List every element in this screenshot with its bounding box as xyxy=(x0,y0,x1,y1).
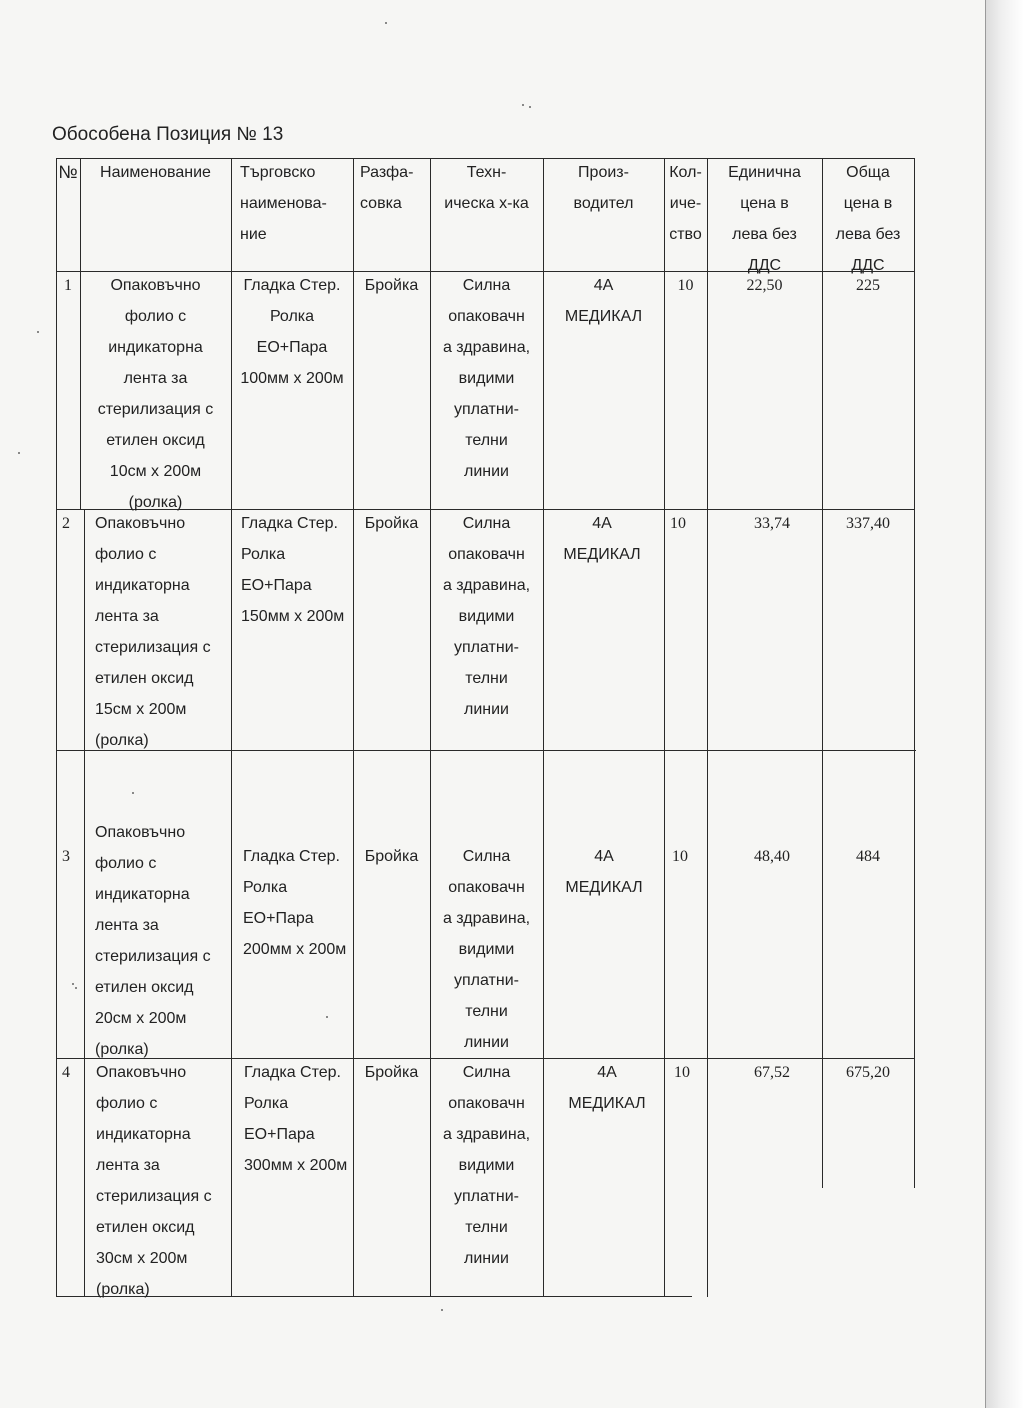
packing: Бройка xyxy=(364,277,419,294)
manufacturer: 4А МЕДИКАЛ xyxy=(564,277,643,325)
quantity: 10 xyxy=(672,848,688,865)
row-number: 2 xyxy=(62,515,70,532)
total-price: 225 xyxy=(856,277,880,294)
header-unit-price: Единична цена в лева без ДДС xyxy=(728,164,801,274)
row-number: 3 xyxy=(62,848,70,865)
header-quantity: Кол- иче- ство xyxy=(669,164,702,243)
total-price: 484 xyxy=(856,848,880,865)
manufacturer: 4А МЕДИКАЛ xyxy=(563,515,641,563)
trade-name: Гладка Стер. Ролка ЕО+Пара 100мм х 200м xyxy=(240,277,344,387)
header-total-price: Обща цена в лева без ДДС xyxy=(835,164,901,274)
tech-spec: Силна опаковачн а здравина, видими уплатни- телни линии xyxy=(442,848,531,1051)
trade-name: Гладка Стер. Ролка ЕО+Пара 150мм х 200м xyxy=(241,515,345,625)
page-edge xyxy=(985,0,1024,1408)
item-name: Опаковъчно фолио с индикаторна лента за стерилизация с етилен оксид 20см х 200м (ролка) xyxy=(95,824,211,1058)
header-manufacturer: Произ- водител xyxy=(573,164,634,212)
manufacturer: 4А МЕДИКАЛ xyxy=(568,1064,646,1112)
quantity: 10 xyxy=(677,277,694,294)
header-trade-name: Търговско наименова- ние xyxy=(240,164,327,243)
item-name: Опаковъчно фолио с индикаторна лента за стерилизация с етилен оксид 15см х 200м (ролка) xyxy=(95,515,211,749)
row-number: 4 xyxy=(62,1064,70,1081)
packing: Бройка xyxy=(364,848,419,865)
row-number: 1 xyxy=(64,277,72,294)
packing: Бройка xyxy=(364,1064,419,1081)
unit-price: 67,52 xyxy=(754,1064,790,1081)
header-packing: Разфа- совка xyxy=(360,164,414,212)
trade-name: Гладка Стер. Ролка ЕО+Пара 200мм х 200м xyxy=(243,848,347,958)
header-tech-spec: Техн- ическа х-ка xyxy=(444,164,529,212)
total-price: 675,20 xyxy=(846,1064,890,1081)
trade-name: Гладка Стер. Ролка ЕО+Пара 300мм х 200м xyxy=(244,1064,348,1174)
unit-price: 48,40 xyxy=(754,848,790,865)
unit-price: 22,50 xyxy=(746,277,783,294)
tech-spec: Силна опаковачн а здравина, видими уплатни- телни линии xyxy=(442,277,531,480)
manufacturer: 4А МЕДИКАЛ xyxy=(565,848,643,896)
unit-price: 33,74 xyxy=(754,515,790,532)
tech-spec: Силна опаковачн а здравина, видими уплатни- телни линии xyxy=(442,1064,531,1267)
quantity: 10 xyxy=(670,515,686,532)
quantity: 10 xyxy=(674,1064,690,1081)
total-price: 337,40 xyxy=(846,515,890,532)
header-name: Наименование xyxy=(100,164,211,181)
header-number: № xyxy=(58,162,78,182)
item-name: Опаковъчно фолио с индикаторна лента за стерилизация с етилен оксид 10см х 200м (ролка) xyxy=(97,277,214,511)
packing: Бройка xyxy=(364,515,419,532)
page-title: Обособена Позиция № 13 xyxy=(52,124,284,145)
item-name: Опаковъчно фолио с индикаторна лента за стерилизация с етилен оксид 30см х 200м (ролка) xyxy=(96,1064,212,1298)
tech-spec: Силна опаковачн а здравина, видими уплатни- телни линии xyxy=(442,515,531,718)
